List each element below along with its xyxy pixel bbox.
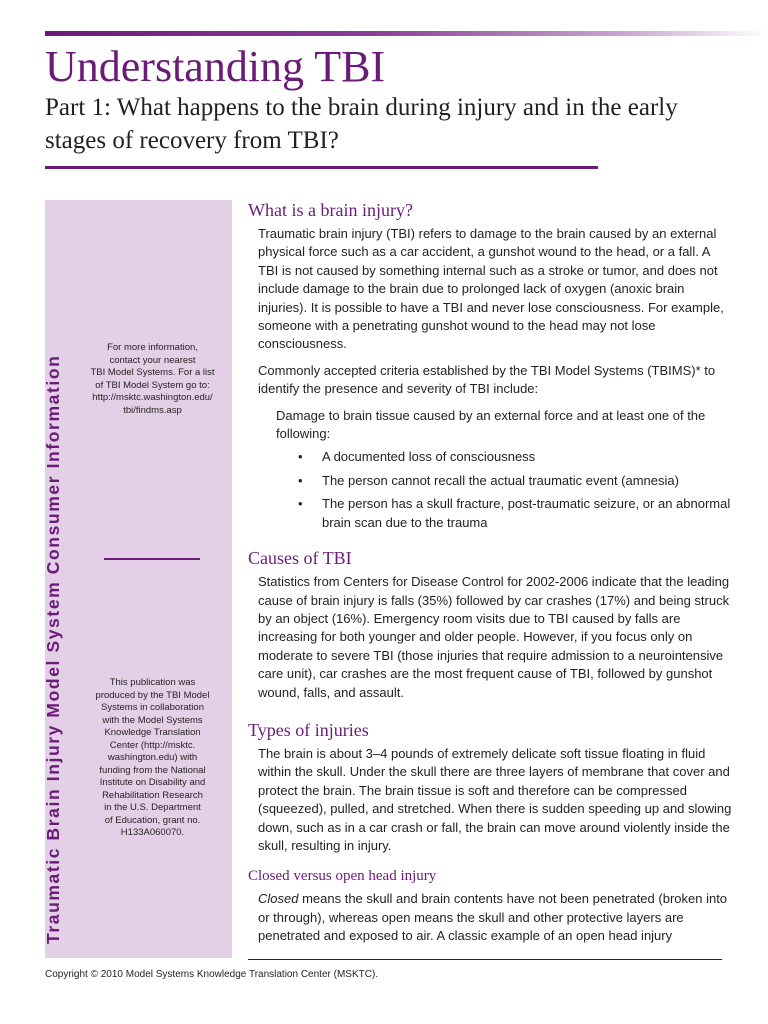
sidebar-panel	[45, 200, 232, 958]
paragraph-closed-open: Closed means the skull and brain contents have not been penetrated (broken into or through), whereas open means the skull and other protective layers are penetrated and exposed to air. A classic example of an open head injury	[258, 891, 728, 944]
sidebar-vertical-title: Traumatic Brain Injury Model System Consumer Information	[43, 354, 63, 944]
sidebar-more-info-note: For more information, contact your nearest TBI Model Systems. For a list of TBI Model System go to: http://msktc.washington.edu/ tbi/findms.asp	[90, 342, 215, 416]
page-subtitle: Part 1: What happens to the brain during injury and in the early stages of recovery from TBI?	[45, 94, 678, 154]
subtitle-rule	[45, 166, 598, 169]
paragraph-tbi-definition: Traumatic brain injury (TBI) refers to damage to the brain caused by an external physical force such as a car accident, a gunshot wound to the head, or a fall. A TBI is not caused by something internal such as a stroke or tumor, and does not include damage to the brain due to prolonged lack of oxygen (anoxic brain injuries). It is possible to have a TBI and never lose consciousness. For example, someone with a penetrating gunshot wound to the head may not lose consciousness.	[258, 226, 724, 352]
subheading-closed-vs-open: Closed versus open head injury	[248, 868, 437, 885]
list-item: • A documented loss of consciousness	[298, 449, 536, 465]
paragraph-criteria-intro: Damage to brain tissue caused by an external force and at least one of the following:	[276, 407, 706, 442]
page-title: Understanding TBI	[45, 42, 386, 91]
top-gradient-rule	[45, 31, 768, 36]
heading-what-is-brain-injury: What is a brain injury?	[248, 200, 413, 220]
list-item: • The person has a skull fracture, post-traumatic seizure, or an abnormal brain scan due to the trauma	[298, 496, 731, 530]
sidebar-divider	[104, 558, 200, 560]
paragraph-tbims-criteria: Commonly accepted criteria established by the TBI Model Systems (TBIMS)* to identify the presence and severity of TBI include:	[258, 362, 716, 397]
criteria-list	[248, 448, 732, 532]
paragraph-types: The brain is about 3–4 pounds of extremely delicate soft tissue floating in fluid within the skull. Under the skull there are three layers of membrane that cover and protect the brain. The brain tissue is soft and therefore can be compressed (squeezed), pulled, and stretched. When there is sudden speeding up and slowing down, such as in a car crash or fall, the brain can move around violently inside the skull, resulting in injury.	[258, 745, 732, 853]
heading-causes-of-tbi: Causes of TBI	[248, 548, 352, 569]
footer-rule	[248, 959, 722, 960]
main-content	[248, 198, 732, 946]
paragraph-causes: Statistics from Centers for Disease Control for 2002-2006 indicate that the leading cause of brain injury is falls (35%) followed by car crashes (17%) and being struck by an object (16%). Emergency room visits due to TBI caused by falls are increasing for both younger and older people. However, if you focus only on moderate to severe TBI (those injuries that require admission to a neurointensive care unit), car crashes are the most frequent cause of TBI, followed by gunshot wound, falls, and assault.	[258, 574, 730, 700]
copyright-notice: Copyright © 2010 Model Systems Knowledge Translation Center (MSKTC).	[45, 969, 379, 980]
sidebar-publication-note: This publication was produced by the TBI Model Systems in collaboration with the Model Systems Knowledge Translation Center (http://msktc. washington.edu) with funding from the National Institute on Disability and Rehabilitation Research in the U.S. Department of Education, grant no. H133A060070.	[95, 677, 210, 838]
list-item: • The person cannot recall the actual traumatic event (amnesia)	[298, 472, 679, 488]
heading-types-of-injuries: Types of injuries	[248, 719, 369, 740]
